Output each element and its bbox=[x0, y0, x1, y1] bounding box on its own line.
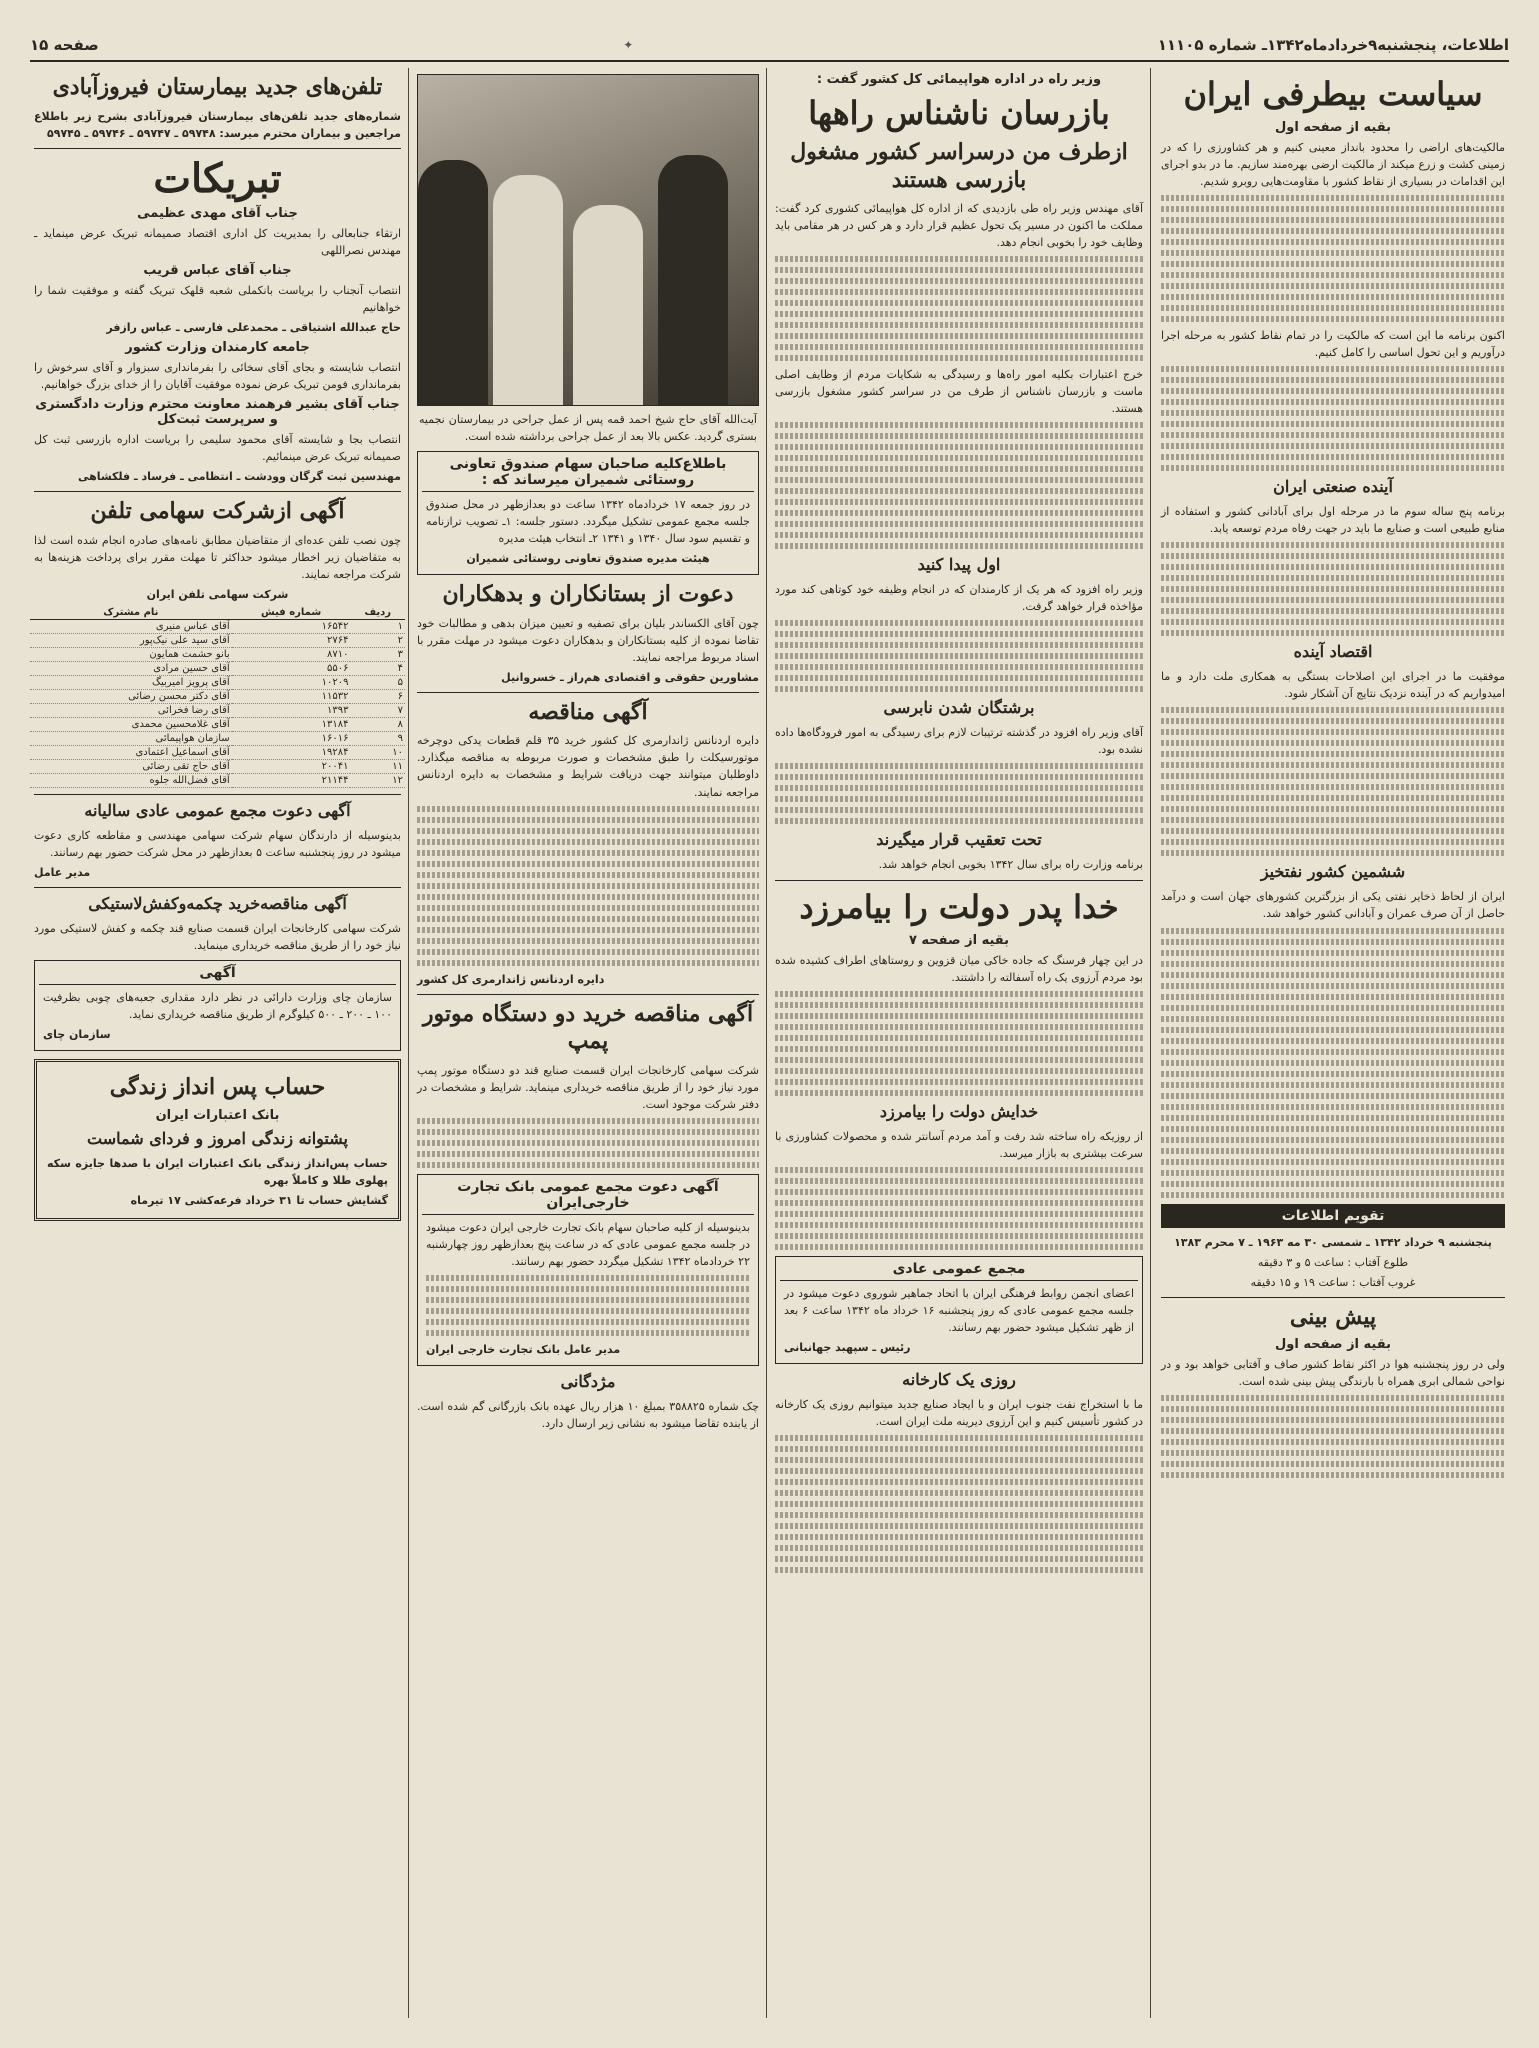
text-lines bbox=[771, 763, 1147, 824]
article-title: بازرسان ناشناس راهها bbox=[808, 94, 1110, 132]
notice-title: تلفن‌های جدید بیمارستان فیروزآبادی bbox=[52, 74, 383, 100]
article-paragraph: اکنون برنامه ما این است که مالکیت را در تمام نقاط کشور به مرحله اجرا درآوریم و این تحول اساسی را کامل کنیم. bbox=[1161, 329, 1505, 360]
sunset-time: غروب آفتاب : ساعت ۱۹ و ۱۵ دقیقه bbox=[1250, 1275, 1416, 1289]
column-rule bbox=[1150, 68, 1151, 2018]
photo-figure bbox=[573, 205, 643, 405]
notice-title: آگهی مناقصه‌خرید چکمه‌وکفش‌لاستیکی bbox=[88, 893, 347, 913]
table-header: شماره فیش bbox=[232, 606, 351, 620]
congrats-heading: جناب آقای مهدی عظیمی bbox=[137, 205, 298, 221]
table-cell: ۱۱ bbox=[350, 759, 405, 773]
notice-signature: مدیر عامل bbox=[34, 865, 91, 879]
photo-figure bbox=[493, 175, 563, 405]
news-photo bbox=[417, 74, 759, 406]
article-subheading: اقتصاد آینده bbox=[1293, 642, 1373, 662]
table-cell: آقای عباس منیری bbox=[30, 619, 232, 633]
article-subheading: خدایش دولت را بیامرزد bbox=[879, 1101, 1039, 1121]
article-subtitle: ازطرف من درسراسر کشور مشغول بازرسی هستند bbox=[790, 139, 1128, 193]
article-paragraph: وزیر راه افزود که هر یک از کارمندان که در انجام وظیفه خود کوتاهی کند مورد مؤاخذه قرار خواهد گرفت. bbox=[775, 583, 1143, 614]
column-3 bbox=[413, 68, 763, 2018]
article-paragraph: برنامه وزارت راه برای سال ۱۳۴۲ بخوبی انجام خواهد شد. bbox=[878, 858, 1143, 872]
ad-title: حساب پس انداز زندگی bbox=[109, 1074, 326, 1101]
congrats-text: ارتقاء جنابعالی را بمدیریت کل اداری اقتصاد صمیمانه تبریک عرض مینماید ـ مهندس نصراللهی bbox=[34, 226, 401, 257]
congrats-text: انتصاب آنجناب را بریاست بانکملی شعبه قلهک تبریک گفته و موفقیت شما را خواهانیم bbox=[34, 283, 401, 314]
page-header bbox=[30, 30, 1509, 62]
ad-line: گشایش حساب تا ۳۱ خرداد فرعه‌کشی ۱۷ تیرماه bbox=[130, 1193, 388, 1207]
divider bbox=[775, 880, 1143, 881]
article-paragraph: آقای وزیر راه افزود در گذشته ترتیبات لازم برای رسیدگی به امور فرودگاه‌ها داده نشده بود. bbox=[775, 726, 1143, 757]
table-cell: ۱۹۲۸۴ bbox=[232, 745, 351, 759]
notice-title: آگهی مناقصه خرید دو دستگاه موتور پمپ bbox=[422, 1000, 754, 1055]
table-cell: ۱۲ bbox=[350, 773, 405, 787]
table-cell: آقای فضل‌الله جلوه bbox=[30, 773, 232, 787]
table-row bbox=[30, 703, 405, 717]
text-lines bbox=[413, 1118, 763, 1168]
article-paragraph: در این چهار فرسنگ که جاده خاکی میان قزوین و روستاهای اطراف کشیده شده بود مردم آرزوی یک راه آسفالته را داشتند. bbox=[775, 953, 1143, 984]
notice-box bbox=[34, 960, 401, 1051]
article-kicker: وزیر راه در اداره هواپیمائی کل کشور گفت : bbox=[816, 72, 1102, 87]
congratulations-title: تبریکات bbox=[153, 154, 282, 202]
article-paragraph: موفقیت ما در اجرای این اصلاحات بستگی به همکاری ملت دارد و ما امیدواریم که در آینده نزدیک نتایج آن آشکار شود. bbox=[1161, 670, 1505, 701]
text-lines bbox=[771, 991, 1147, 1096]
table-row bbox=[30, 633, 405, 647]
table-header: ردیف bbox=[350, 606, 405, 620]
article-paragraph: از روزیکه راه ساخته شد رفت و آمد مردم آسانتر شده و محصولات کشاورزی با سرعت بیشتری به بازار میرسد. bbox=[775, 1129, 1143, 1160]
table-cell: ۲۱۱۴۴ bbox=[232, 773, 351, 787]
text-lines bbox=[1157, 1395, 1509, 1478]
notice-title: دعوت از بستانکاران و بدهکاران bbox=[442, 581, 734, 608]
table-row bbox=[30, 745, 405, 759]
divider bbox=[1161, 1297, 1505, 1298]
photo-figure bbox=[418, 160, 488, 405]
header-date-issue: اطلاعات، پنجشنبه۹خردادماه۱۳۴۲ـ شماره ۱۱۱۰۵ bbox=[1157, 36, 1509, 54]
notice-signature: مدیر عامل بانک تجارت خارجی ایران bbox=[426, 1342, 621, 1356]
notice-title: آگهی ازشرکت سهامی تلفن bbox=[90, 498, 345, 525]
text-lines bbox=[1157, 707, 1509, 856]
article-kicker: بقیه از صفحه ۷ bbox=[908, 932, 1010, 948]
notice-text: سازمان چای وزارت دارائی در نظر دارد مقداری جعبه‌های چوبی بظرفیت ۱۰۰ ـ ۲۰۰ ـ ۵۰۰ کیلوگرم از طریق مناقصه خریداری نماید. bbox=[43, 990, 392, 1022]
article-subheading: برشتگان شدن نابرسی bbox=[883, 698, 1035, 718]
divider bbox=[417, 994, 759, 995]
column-rule bbox=[408, 68, 409, 2018]
table-cell: ۷ bbox=[350, 703, 405, 717]
notice-title: آگهی دعوت مجمع عمومی عادی سالیانه bbox=[84, 800, 351, 820]
table-cell: آقای پرویز امیربیگ bbox=[30, 675, 232, 689]
divider bbox=[34, 491, 401, 492]
table-row bbox=[30, 619, 405, 633]
table-row bbox=[30, 759, 405, 773]
ad-slogan: پشتوانه زندگی امروز و فردای شماست bbox=[87, 1128, 348, 1148]
table-cell: ۵ bbox=[350, 675, 405, 689]
table-cell: آقای اسماعیل اعتمادی bbox=[30, 745, 232, 759]
table-row bbox=[30, 647, 405, 661]
text-lines bbox=[771, 256, 1147, 361]
notice-text: شرکت سهامی کارخانجات ایران قسمت صنایع قند دو دستگاه موتور پمپ مورد نیاز خود را از طریق مناقصه خریداری مینماید. شرایط و مشخصات در دفتر شرکت موجود است. bbox=[417, 1063, 759, 1111]
notice-box bbox=[417, 451, 759, 575]
text-lines bbox=[1157, 195, 1509, 322]
photo-figure bbox=[658, 155, 728, 405]
table-cell: ۸ bbox=[350, 717, 405, 731]
table-cell: آقای حاج تقی رضائی bbox=[30, 759, 232, 773]
column-rule bbox=[766, 68, 767, 2018]
table-row bbox=[30, 675, 405, 689]
congrats-heading: جامعه کارمندان وزارت کشور bbox=[125, 339, 310, 355]
forecast-kicker: بقیه از صفحه اول bbox=[1275, 1337, 1391, 1353]
text-lines bbox=[771, 620, 1147, 692]
text-lines bbox=[1157, 928, 1509, 1198]
article-paragraph: ایران از لحاظ ذخایر نفتی یکی از بزرگترین کشورهای جهان است و درآمد حاصل از آن صرف عمران و آبادانی کشور خواهد شد. bbox=[1161, 890, 1505, 921]
table-row bbox=[30, 689, 405, 703]
congrats-signature: مهندسین ثبت گرگان وودشت ـ انتظامی ـ فرساد ـ فلکشاهی bbox=[77, 470, 401, 484]
table-cell: ۱۱۵۳۲ bbox=[232, 689, 351, 703]
divider bbox=[34, 887, 401, 888]
forecast-title: پیش بینی bbox=[1289, 1303, 1377, 1330]
table-cell: ۸۷۱۰ bbox=[232, 647, 351, 661]
notice-box bbox=[417, 1174, 759, 1366]
table-row bbox=[30, 661, 405, 675]
header-ornament: ✦ bbox=[623, 38, 634, 52]
text-lines bbox=[771, 1435, 1147, 1573]
text-lines bbox=[1157, 542, 1509, 636]
table-cell: ۲۷۶۴ bbox=[232, 633, 351, 647]
notice-text: دایره اردنانس ژاندارمری کل کشور خرید ۳۵ قلم قطعات یدکی دوچرخه موتورسیکلت را طبق مشخصات و صورت مربوطه به مناقصه میگذارد. داوطلبان میتوانند جهت دریافت شرایط و مشخصات به دایره اردنانس مراجعه نمایند. bbox=[417, 734, 759, 799]
notice-signature: مشاورین حقوقی و اقتصادی هم‌راز ـ خسروانیل bbox=[501, 670, 759, 684]
subscriber-table bbox=[30, 606, 405, 788]
congrats-heading: جناب آقای بشیر فرهمند معاونت محترم وزارت دادگستری و سرپرست ثبت‌کل bbox=[35, 396, 400, 427]
column-1 bbox=[1157, 68, 1509, 2018]
notice-text: شماره‌های جدید تلفن‌های بیمارستان فیروزآبادی بشرح زیر باطلاع مراجعین و بیماران محترم میرسد: ۵۹۷۴۸ ـ ۵۹۷۴۷ ـ ۵۹۷۴۶ ـ ۵۹۷۴۵ bbox=[34, 109, 401, 140]
notice-title: باطلاع‌کلیه صاحبان سهام صندوق تعاونی روستائی شمیران میرساند که : bbox=[422, 456, 754, 492]
ad-line: حساب پس‌انداز زندگی بانک اعتبارات ایران با صدها جایزه سکه پهلوی طلا و کاملاً بهره bbox=[47, 1156, 388, 1187]
article-kicker: بقیه از صفحه اول bbox=[1275, 120, 1391, 135]
forecast-text: ولی در روز پنجشنبه هوا در اکثر نقاط کشور صاف و آفتابی خواهد بود و در نواحی شمالی ابری همراه با بارندگی پیش بینی شده است. bbox=[1161, 1358, 1505, 1389]
notice-text: بدینوسیله از کلیه صاحبان سهام بانک تجارت خارجی ایران دعوت میشود در جلسه مجمع عمومی عادی که در ساعت پنج بعدازظهر روز چهارشنبه ۲۲ خردادماه ۱۳۴۲ تشکیل میگردد حضور بهم رسانند. bbox=[426, 1220, 750, 1268]
text-lines bbox=[1157, 366, 1509, 471]
calendar-date: پنجشنبه ۹ خرداد ۱۳۴۲ ـ شمسی ۳۰ مه ۱۹۶۳ ـ ۷ محرم ۱۳۸۳ bbox=[1174, 1235, 1492, 1249]
table-cell: ۱۳۱۸۴ bbox=[232, 717, 351, 731]
table-cell: سازمان هواپیمائی bbox=[30, 731, 232, 745]
text-lines bbox=[413, 806, 763, 966]
article-title: خدا پدر دولت را بیامرزد bbox=[799, 887, 1119, 926]
table-row bbox=[30, 731, 405, 745]
notice-text: چک شماره ۳۵۸۸۲۵ بمبلغ ۱۰ هزار ریال عهده بانک بازرگانی گم شده است. از یابنده تقاضا میشود به نشانی زیر ارسال دارد. bbox=[417, 1399, 759, 1430]
table-cell: ۱۳۹۳ bbox=[232, 703, 351, 717]
meeting-text: اعضای انجمن روابط فرهنگی ایران با اتحاد جماهیر شوروی دعوت میشود در جلسه مجمع عمومی عادی که روز پنجشنبه ۱۶ خرداد ماه ۱۳۴۲ ساعت ۶ بعد از ظهر تشکیل میشود حضور بهم رسانند. bbox=[784, 1286, 1135, 1334]
divider bbox=[417, 692, 759, 693]
notice-signature: هیئت مدیره صندوق تعاونی روستائی شمیران bbox=[466, 552, 710, 566]
table-cell: ۲ bbox=[350, 633, 405, 647]
meeting-notice bbox=[775, 1256, 1143, 1364]
ad-bank-name: بانک اعتبارات ایران bbox=[155, 1107, 280, 1123]
table-cell: آقای دکتر محسن رضائی bbox=[30, 689, 232, 703]
divider bbox=[34, 148, 401, 149]
article-subheading: روزی یک کارخانه bbox=[902, 1369, 1016, 1389]
table-header: نام مشترک bbox=[30, 606, 232, 620]
article-subheading: آینده صنعتی ایران bbox=[1273, 477, 1393, 497]
notice-signature: سازمان چای bbox=[43, 1028, 111, 1042]
article-paragraph: خرج اعتبارات بکلیه امور راه‌ها و رسیدگی به شکایات مردم از وظایف اصلی ماست و بازرسان ناشناس از طرف من در سراسر کشور مشغول بازرسی هستند. bbox=[775, 368, 1143, 416]
notice-text: در روز جمعه ۱۷ خردادماه ۱۳۴۲ ساعت دو بعدازظهر در محل صندوق جلسه مجمع عمومی تشکیل میگردد. دستور جلسه: ۱ـ تصویب ترازنامه و تقسیم سود سال ۱۳۴۰ و ۱۳۴۱ ۲ـ انتخاب هیئت مدیره bbox=[426, 498, 751, 546]
article-paragraph: مالکیت‌های اراضی را محدود بانداز معینی کنیم و هر کشاورزی را که در زمینی کشت و زرع میکند از مالکیت ارضی بهره‌مند سازیم. ما در بدو اجرای این اقدامات در بسیاری از نقاط کشور با مقاومت‌هایی روبرو شدیم. bbox=[1161, 141, 1505, 189]
article-subheading: تحت تعقیب قرار میگیرند bbox=[876, 830, 1042, 850]
article-title: سیاست بیطرفی ایران bbox=[1183, 75, 1483, 113]
table-header-row bbox=[30, 606, 405, 620]
table-cell: ۵۵۰۶ bbox=[232, 661, 351, 675]
notice-text: چون آقای الکساندر بلیان برای تصفیه و تعیین میزان بدهی و مطالبات خود تقاضا نموده از کلیه بستانکاران و بدهکاران دعوت میشود در مهلت مقرر با اسناد مربوط مراجعه نمایند. bbox=[417, 616, 759, 664]
notice-signature: دایره اردنانس ژاندارمری کل کشور bbox=[417, 972, 605, 986]
header-page-number: صفحه ۱۵ bbox=[30, 36, 99, 54]
table-cell: بانو حشمت همایون bbox=[30, 647, 232, 661]
bank-advertisement bbox=[34, 1059, 401, 1221]
article-subheading: اول پیدا کنید bbox=[917, 555, 1001, 575]
notice-title: آگهی دعوت مجمع عمومی بانک تجارت خارجی‌ایران bbox=[422, 1179, 754, 1215]
photo-caption: آیت‌الله آقای حاج شیخ احمد قمه پس از عمل جراحی در بیمارستان نجمیه بستری گردید. عکس بالا بعد از عمل جراحی برداشته شده است. bbox=[419, 413, 757, 443]
table-cell: ۱ bbox=[350, 619, 405, 633]
table-cell: ۴ bbox=[350, 661, 405, 675]
table-cell: ۱۶۰۱۶ bbox=[232, 731, 351, 745]
column-2 bbox=[771, 68, 1147, 2018]
table-cell: آقای غلامحسین محمدی bbox=[30, 717, 232, 731]
article-paragraph: ما با استخراج نفت جنوب ایران و با ایجاد صنایع جدید میتوانیم روزی یک کارخانه در کشور تأسیس کنیم و این آرزوی دیرینه ملت ایران است. bbox=[775, 1397, 1143, 1428]
article-paragraph: برنامه پنج ساله سوم ما در مرحله اول برای آبادانی کشور و استفاده از منابع طبیعی است و صنایع ما باید در جهت رفاه مردم توسعه یابد. bbox=[1161, 505, 1505, 536]
text-lines bbox=[771, 422, 1147, 549]
table-cell: ۳ bbox=[350, 647, 405, 661]
table-cell: آقای حسین مرادی bbox=[30, 661, 232, 675]
table-cell: آقای سید علی نیک‌پور bbox=[30, 633, 232, 647]
calendar-banner: تقویم اطلاعات bbox=[1161, 1204, 1505, 1228]
table-cell: ۱۰۲۰۹ bbox=[232, 675, 351, 689]
congrats-text: انتصاب شایسته و بجای آقای سخائی را بفرمانداری سبزوار و آقای سرخوش را بفرمانداری فومن تبریک عرض نموده موفقیت آقایان را از خدای بزرگ خواهانیم. bbox=[34, 360, 401, 391]
notice-title: مژدگانی bbox=[560, 1371, 616, 1391]
notice-title: آگهی مناقصه bbox=[528, 698, 648, 725]
notice-text: چون نصب تلفن عده‌ای از متقاضیان مطابق نامه‌های صادره انجام شده است لذا به متقاضیان زیر اخطار میشود حداکثر تا مهلت مقرر برای پرداخت هزینه‌ها به شرکت مراجعه نمایند. bbox=[34, 533, 401, 581]
divider bbox=[34, 794, 401, 795]
column-4 bbox=[30, 68, 405, 2018]
meeting-title: مجمع عمومی عادی bbox=[780, 1261, 1138, 1281]
table-row bbox=[30, 717, 405, 731]
article-paragraph: آقای مهندس وزیر راه طی بازدیدی که از اداره کل هواپیمائی کشوری کرد گفت: مملکت ما اکنون در مسیر یک تحول عظیم قرار دارد و هر کس در هر مقامی باید وظایف خود را بخوبی انجام دهد. bbox=[775, 202, 1143, 250]
table-cell: ۱۰ bbox=[350, 745, 405, 759]
notice-title: آگهی bbox=[39, 965, 396, 985]
table-cell: ۹ bbox=[350, 731, 405, 745]
meeting-signature: رئیس ـ سپهبد جهانبانی bbox=[784, 1340, 911, 1354]
table-row bbox=[30, 773, 405, 787]
notice-signature: شرکت سهامی تلفن ایران bbox=[146, 587, 289, 601]
notice-text: شرکت سهامی کارخانجات ایران قسمت صنایع قند چکمه و کفش لاستیکی مورد نیاز خود را از طریق مناقصه خریداری مینماید. bbox=[34, 921, 401, 952]
table-cell: آقای رضا فخرائی bbox=[30, 703, 232, 717]
text-lines bbox=[771, 1167, 1147, 1250]
congrats-heading: جناب آقای عباس قریب bbox=[143, 262, 292, 278]
sunrise-time: طلوع آفتاب : ساعت ۵ و ۳ دقیقه bbox=[1257, 1255, 1409, 1269]
congrats-signature: حاج عبدالله اشتیاقی ـ محمدعلی فارسی ـ عباس رازفر bbox=[106, 320, 401, 334]
table-cell: ۱۶۵۴۲ bbox=[232, 619, 351, 633]
text-lines bbox=[422, 1275, 754, 1336]
notice-text: بدینوسیله از دارندگان سهام شرکت سهامی مهندسی و مقاطعه کاری دعوت میشود در روز پنجشنبه ساعت ۵ بعدازظهر در محل شرکت حضور بهم رسانند. bbox=[34, 828, 401, 859]
congrats-text: انتصاب بجا و شایسته آقای محمود سلیمی را بریاست اداره بازرسی ثبت کل صمیمانه تبریک عرض مینمائیم. bbox=[34, 432, 401, 463]
table-cell: ۲۰۰۴۱ bbox=[232, 759, 351, 773]
table-cell: ۶ bbox=[350, 689, 405, 703]
article-subheading: ششمین کشور نفتخیز bbox=[1260, 862, 1406, 882]
